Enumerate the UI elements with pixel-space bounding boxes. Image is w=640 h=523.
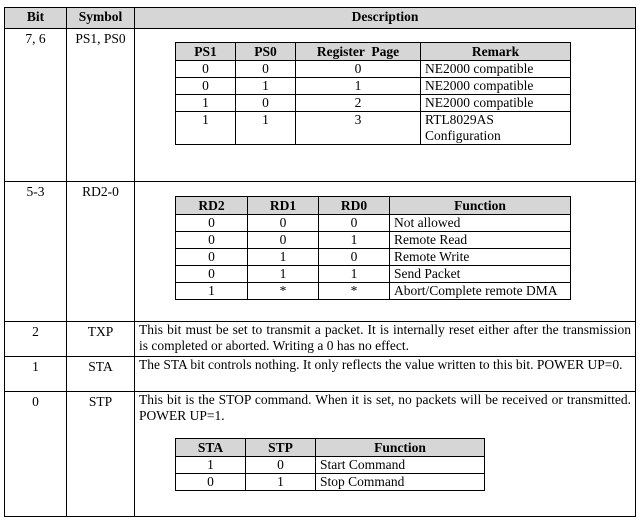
subtable-cell: 0 <box>319 249 390 266</box>
subtable-cell: 0 <box>176 474 246 491</box>
row-sta <box>5 357 636 392</box>
subtable-header: Remark <box>421 43 571 61</box>
subtable-cell: * <box>248 283 319 300</box>
register-bit-table <box>4 7 636 517</box>
subtable-cell: 0 <box>176 249 248 266</box>
subtable-header: RD2 <box>176 197 248 215</box>
subtable-cell: 0 <box>248 215 319 232</box>
row-stp <box>5 392 636 517</box>
subtable-cell: Abort/Complete remote DMA <box>390 283 571 300</box>
subtable-header-row <box>176 439 485 457</box>
subtable-header: Function <box>316 439 485 457</box>
symbol-cell: RD2-0 <box>67 182 135 322</box>
subtable-header: Function <box>390 197 571 215</box>
subtable-cell: 0 <box>176 215 248 232</box>
symbol-cell: PS1, PS0 <box>67 29 135 182</box>
header-description: Description <box>135 8 636 29</box>
subtable-cell: 1 <box>319 266 390 283</box>
subtable-cell: 1 <box>176 283 248 300</box>
subtable-header-row <box>176 43 571 61</box>
dma-command-subtable <box>175 196 571 300</box>
description-text: This bit is the STOP command. When it is set, no packets will be received or transmitted. POWER UP=1. <box>139 392 631 423</box>
subtable-cell: 0 <box>176 266 248 283</box>
subtable-row <box>176 232 571 249</box>
subtable-header: PS0 <box>236 43 296 61</box>
subtable-header: PS1 <box>176 43 236 61</box>
subtable-header: RD1 <box>248 197 319 215</box>
subtable-cell: 1 <box>236 78 296 95</box>
subtable-cell: 1 <box>296 78 421 95</box>
bit-cell: 2 <box>5 322 67 357</box>
description-cell <box>135 29 636 182</box>
subtable-cell: 0 <box>246 457 316 474</box>
bit-cell: 0 <box>5 392 67 517</box>
symbol-cell: TXP <box>67 322 135 357</box>
subtable-cell: Not allowed <box>390 215 571 232</box>
header-row <box>5 8 636 29</box>
subtable-cell: 0 <box>236 61 296 78</box>
subtable-row <box>176 474 485 491</box>
subtable-row <box>176 112 571 145</box>
subtable-cell: * <box>319 283 390 300</box>
bit-cell: 7, 6 <box>5 29 67 182</box>
description-cell: This bit must be set to transmit a packet. It is internally reset either after the transmission is completed or aborted. Writing a 0 has no effect. <box>135 322 636 357</box>
subtable-cell: 0 <box>176 61 236 78</box>
subtable-cell: NE2000 compatible <box>421 61 571 78</box>
start-stop-subtable <box>175 438 485 491</box>
description-cell <box>135 392 636 517</box>
subtable-cell: 2 <box>296 95 421 112</box>
description-cell: The STA bit controls nothing. It only reflects the value written to this bit. POWER UP=0. <box>135 357 636 392</box>
symbol-cell: STA <box>67 357 135 392</box>
subtable-cell: 1 <box>236 112 296 145</box>
subtable-header: RD0 <box>319 197 390 215</box>
header-symbol: Symbol <box>67 8 135 29</box>
description-cell <box>135 182 636 322</box>
subtable-row <box>176 249 571 266</box>
header-bit: Bit <box>5 8 67 29</box>
bit-cell: 5-3 <box>5 182 67 322</box>
subtable-header: STA <box>176 439 246 457</box>
subtable-cell: 1 <box>176 112 236 145</box>
subtable-cell: 1 <box>319 232 390 249</box>
subtable-cell: 0 <box>176 232 248 249</box>
subtable-header: Register Page <box>296 43 421 61</box>
subtable-header: STP <box>246 439 316 457</box>
subtable-row <box>176 266 571 283</box>
subtable-cell: 1 <box>246 474 316 491</box>
subtable-cell: 0 <box>296 61 421 78</box>
subtable-cell: Remote Read <box>390 232 571 249</box>
subtable-row <box>176 95 571 112</box>
subtable-cell: RTL8029AS Configuration <box>421 112 571 145</box>
subtable-cell: 0 <box>176 78 236 95</box>
subtable-cell: NE2000 compatible <box>421 78 571 95</box>
symbol-cell: STP <box>67 392 135 517</box>
subtable-cell: Remote Write <box>390 249 571 266</box>
subtable-row <box>176 215 571 232</box>
subtable-row <box>176 457 485 474</box>
page-select-subtable <box>175 42 571 145</box>
subtable-cell: Stop Command <box>316 474 485 491</box>
subtable-cell: 3 <box>296 112 421 145</box>
subtable-cell: 0 <box>236 95 296 112</box>
subtable-row <box>176 283 571 300</box>
subtable-cell: 0 <box>248 232 319 249</box>
subtable-cell: NE2000 compatible <box>421 95 571 112</box>
subtable-cell: 1 <box>248 249 319 266</box>
subtable-cell: 1 <box>176 457 246 474</box>
subtable-cell: 1 <box>176 95 236 112</box>
row-rd <box>5 182 636 322</box>
subtable-cell: Send Packet <box>390 266 571 283</box>
bit-cell: 1 <box>5 357 67 392</box>
row-ps <box>5 29 636 182</box>
subtable-row <box>176 61 571 78</box>
subtable-cell: Start Command <box>316 457 485 474</box>
subtable-row <box>176 78 571 95</box>
subtable-header-row <box>176 197 571 215</box>
row-txp <box>5 322 636 357</box>
subtable-cell: 0 <box>319 215 390 232</box>
subtable-cell: 1 <box>248 266 319 283</box>
